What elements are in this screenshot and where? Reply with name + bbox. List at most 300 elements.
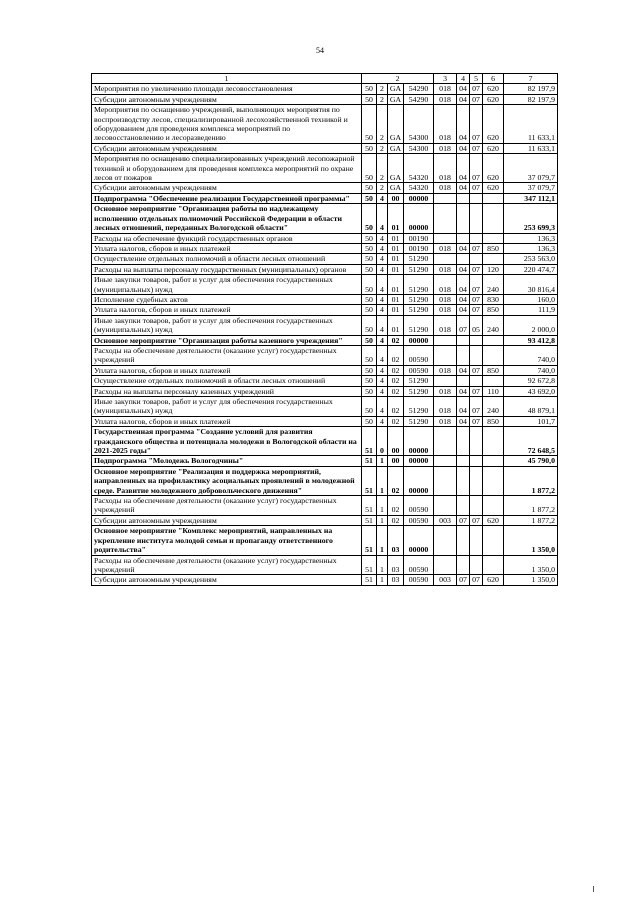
section-code: 07 [457, 315, 470, 335]
program-code: 50 [362, 275, 377, 295]
table-row [92, 427, 558, 456]
table-body [92, 74, 558, 586]
measure-code: 02 [388, 335, 404, 345]
section-code [457, 456, 470, 466]
row-name: Осуществление отдельных полномочий в области лесных отношений [92, 254, 362, 264]
measure-code: 00 [388, 193, 404, 203]
measure-code: 02 [388, 345, 404, 365]
amount: 11 633,1 [504, 143, 558, 153]
table-row [92, 575, 558, 585]
amount: 1 877,2 [504, 515, 558, 525]
table-row [92, 183, 558, 193]
subsection-code [470, 345, 483, 365]
subprogram-code: 4 [377, 294, 388, 304]
row-name: Осуществление отдельных полномочий в области лесных отношений [92, 376, 362, 386]
subsection-code [470, 466, 483, 495]
subsection-code: 07 [470, 84, 483, 94]
table-row [92, 105, 558, 144]
expense-type-code: 620 [483, 183, 504, 193]
measure-code: 01 [388, 254, 404, 264]
table-row [92, 305, 558, 315]
row-name: Государственная программа "Создание условий для развития гражданского общества и потенциала молодежи в Вологодской области на 2021-2025 годы" [92, 427, 362, 456]
section-code [457, 193, 470, 203]
measure-code: 01 [388, 243, 404, 253]
section-code: 04 [457, 305, 470, 315]
expense-type-code [483, 335, 504, 345]
subsection-code: 07 [470, 365, 483, 375]
department-code: 018 [434, 315, 457, 335]
direction-code: 00590 [404, 575, 434, 585]
subprogram-code: 4 [377, 386, 388, 396]
table-row [92, 397, 558, 417]
row-name: Основное мероприятие "Комплекс мероприятий, направленных на укрепление института молодой семьи и пропаганду ответственного родительства" [92, 526, 362, 555]
program-code: 51 [362, 496, 377, 516]
subsection-code [470, 204, 483, 233]
measure-code: GA [388, 84, 404, 94]
department-code: 018 [434, 275, 457, 295]
measure-code: GA [388, 183, 404, 193]
direction-code: 00000 [404, 466, 434, 495]
amount: 220 474,7 [504, 264, 558, 274]
direction-code: 00000 [404, 456, 434, 466]
section-code [457, 345, 470, 365]
department-code [434, 233, 457, 243]
expense-type-code: 120 [483, 264, 504, 274]
table-row [92, 94, 558, 104]
section-code: 04 [457, 84, 470, 94]
budget-table [91, 73, 558, 586]
subsection-code [470, 193, 483, 203]
direction-code: 51290 [404, 386, 434, 396]
subsection-code: 07 [470, 264, 483, 274]
department-code: 018 [434, 183, 457, 193]
direction-code: 51290 [404, 294, 434, 304]
expense-type-code [483, 466, 504, 495]
measure-code: 01 [388, 305, 404, 315]
section-code [457, 427, 470, 456]
direction-code: 00000 [404, 526, 434, 555]
table-row [92, 315, 558, 335]
expense-type-code [483, 204, 504, 233]
row-name: Мероприятия по увеличению площади лесовосстановления [92, 84, 362, 94]
section-code [457, 466, 470, 495]
subprogram-code: 4 [377, 315, 388, 335]
subprogram-code: 4 [377, 345, 388, 365]
program-code: 51 [362, 427, 377, 456]
row-name: Уплата налогов, сборов и иных платежей [92, 365, 362, 375]
expense-type-code: 620 [483, 84, 504, 94]
row-name: Иные закупки товаров, работ и услуг для обеспечения государственных (муниципальных) нужд [92, 397, 362, 417]
header-cell-3: 3 [434, 74, 457, 84]
subsection-code [470, 555, 483, 575]
subprogram-code: 4 [377, 335, 388, 345]
header-cell-5: 5 [470, 74, 483, 84]
expense-type-code [483, 526, 504, 555]
subsection-code: 07 [470, 183, 483, 193]
subprogram-code: 2 [377, 105, 388, 144]
table-row [92, 254, 558, 264]
direction-code: 51290 [404, 397, 434, 417]
department-code: 018 [434, 243, 457, 253]
department-code: 018 [434, 105, 457, 144]
section-code: 04 [457, 275, 470, 295]
program-code: 51 [362, 466, 377, 495]
direction-code: 51290 [404, 254, 434, 264]
subprogram-code: 2 [377, 84, 388, 94]
subprogram-code: 4 [377, 243, 388, 253]
department-code [434, 204, 457, 233]
table-row [92, 555, 558, 575]
amount: 1 877,2 [504, 466, 558, 495]
direction-code: 00190 [404, 233, 434, 243]
expense-type-code [483, 233, 504, 243]
program-code: 50 [362, 233, 377, 243]
subsection-code: 07 [470, 515, 483, 525]
program-code: 51 [362, 575, 377, 585]
program-code: 50 [362, 365, 377, 375]
subprogram-code: 4 [377, 305, 388, 315]
department-code: 018 [434, 386, 457, 396]
program-code: 50 [362, 315, 377, 335]
subprogram-code: 4 [377, 193, 388, 203]
table-row [92, 233, 558, 243]
row-name: Расходы на обеспечение деятельности (оказание услуг) государственных учреждений [92, 496, 362, 516]
header-cell-6: 6 [483, 74, 504, 84]
subsection-code [470, 376, 483, 386]
amount: 82 197,9 [504, 94, 558, 104]
section-code [457, 204, 470, 233]
header-row [92, 74, 558, 84]
measure-code: 02 [388, 496, 404, 516]
department-code [434, 193, 457, 203]
row-name: Мероприятия по оснащению учреждений, выполняющих мероприятия по воспроизводству лесов, специализированной лесохозяйственной техникой и оборудованием для проведения комплекса мероприятий по лесовосстановлению и лесоразведению [92, 105, 362, 144]
row-name: Расходы на обеспечение функций государственных органов [92, 233, 362, 243]
section-code [457, 496, 470, 516]
table-row [92, 154, 558, 183]
expense-type-code: 850 [483, 416, 504, 426]
subprogram-code: 1 [377, 496, 388, 516]
direction-code: 54300 [404, 105, 434, 144]
program-code: 50 [362, 345, 377, 365]
row-name: Исполнение судебных актов [92, 294, 362, 304]
row-name: Субсидии автономным учреждениям [92, 143, 362, 153]
page-number: 54 [316, 46, 324, 55]
section-code [457, 555, 470, 575]
department-code [434, 555, 457, 575]
subprogram-code: 1 [377, 555, 388, 575]
subprogram-code: 0 [377, 427, 388, 456]
amount: 136,3 [504, 243, 558, 253]
expense-type-code [483, 456, 504, 466]
section-code: 04 [457, 264, 470, 274]
table-row [92, 456, 558, 466]
subprogram-code: 1 [377, 526, 388, 555]
department-code: 018 [434, 397, 457, 417]
subsection-code: 07 [470, 143, 483, 153]
measure-code: 03 [388, 575, 404, 585]
row-name: Основное мероприятие "Реализация и поддержка мероприятий, направленных на профилактику асоциальных проявлений в молодежной среде. Развитие молодежного добровольческого движения" [92, 466, 362, 495]
program-code: 51 [362, 456, 377, 466]
table-row [92, 193, 558, 203]
table-row [92, 275, 558, 295]
table-row [92, 345, 558, 365]
header-cell-1: 1 [92, 74, 362, 84]
program-code: 50 [362, 183, 377, 193]
subsection-code: 07 [470, 105, 483, 144]
direction-code: 00000 [404, 335, 434, 345]
subsection-code [470, 526, 483, 555]
amount: 43 692,0 [504, 386, 558, 396]
measure-code: 01 [388, 294, 404, 304]
table-row [92, 204, 558, 233]
row-name: Уплата налогов, сборов и иных платежей [92, 305, 362, 315]
subprogram-code: 2 [377, 154, 388, 183]
measure-code: 01 [388, 233, 404, 243]
amount: 93 412,8 [504, 335, 558, 345]
table-row [92, 386, 558, 396]
amount: 740,0 [504, 345, 558, 365]
amount: 253 563,0 [504, 254, 558, 264]
amount: 740,0 [504, 365, 558, 375]
expense-type-code: 850 [483, 305, 504, 315]
direction-code: 54290 [404, 94, 434, 104]
header-cell-7: 7 [504, 74, 558, 84]
direction-code: 00000 [404, 204, 434, 233]
measure-code: 01 [388, 275, 404, 295]
expense-type-code: 240 [483, 397, 504, 417]
department-code [434, 427, 457, 456]
section-code [457, 376, 470, 386]
row-name: Расходы на обеспечение деятельности (оказание услуг) государственных учреждений [92, 345, 362, 365]
expense-type-code [483, 427, 504, 456]
direction-code: 00590 [404, 515, 434, 525]
row-name: Подпрограмма "Обеспечение реализации Государственной программы" [92, 193, 362, 203]
section-code: 04 [457, 416, 470, 426]
table-row [92, 496, 558, 516]
measure-code: 02 [388, 376, 404, 386]
row-name: Расходы на выплаты персоналу государственных (муниципальных) органов [92, 264, 362, 274]
subprogram-code: 4 [377, 416, 388, 426]
expense-type-code [483, 376, 504, 386]
row-name: Уплата налогов, сборов и иных платежей [92, 243, 362, 253]
subprogram-code: 4 [377, 204, 388, 233]
department-code: 003 [434, 515, 457, 525]
expense-type-code [483, 555, 504, 575]
amount: 253 699,3 [504, 204, 558, 233]
department-code: 018 [434, 294, 457, 304]
section-code: 07 [457, 515, 470, 525]
department-code [434, 466, 457, 495]
program-code: 50 [362, 386, 377, 396]
direction-code: 00590 [404, 345, 434, 365]
department-code: 003 [434, 575, 457, 585]
subsection-code: 07 [470, 386, 483, 396]
department-code [434, 335, 457, 345]
header-cell-4: 4 [457, 74, 470, 84]
direction-code: 54320 [404, 154, 434, 183]
measure-code: GA [388, 154, 404, 183]
program-code: 50 [362, 154, 377, 183]
row-name: Расходы на выплаты персоналу казенных учреждений [92, 386, 362, 396]
amount: 2 000,0 [504, 315, 558, 335]
measure-code: 02 [388, 466, 404, 495]
measure-code: 02 [388, 515, 404, 525]
subprogram-code: 4 [377, 264, 388, 274]
expense-type-code: 620 [483, 143, 504, 153]
measure-code: GA [388, 143, 404, 153]
expense-type-code: 240 [483, 275, 504, 295]
expense-type-code: 620 [483, 154, 504, 183]
subprogram-code: 4 [377, 275, 388, 295]
measure-code: 02 [388, 386, 404, 396]
amount: 1 350,0 [504, 555, 558, 575]
direction-code: 51290 [404, 264, 434, 274]
direction-code: 54320 [404, 183, 434, 193]
expense-type-code: 850 [483, 243, 504, 253]
expense-type-code [483, 254, 504, 264]
program-code: 50 [362, 335, 377, 345]
department-code: 018 [434, 365, 457, 375]
direction-code: 00000 [404, 427, 434, 456]
department-code: 018 [434, 94, 457, 104]
scan-mark [593, 886, 594, 892]
subprogram-code: 2 [377, 183, 388, 193]
expense-type-code [483, 496, 504, 516]
expense-type-code: 620 [483, 94, 504, 104]
measure-code: 02 [388, 416, 404, 426]
measure-code: 02 [388, 397, 404, 417]
subsection-code [470, 427, 483, 456]
direction-code: 00590 [404, 555, 434, 575]
subprogram-code: 4 [377, 365, 388, 375]
amount: 1 877,2 [504, 496, 558, 516]
measure-code: 01 [388, 264, 404, 274]
program-code: 50 [362, 397, 377, 417]
program-code: 50 [362, 193, 377, 203]
subsection-code: 07 [470, 575, 483, 585]
amount: 11 633,1 [504, 105, 558, 144]
subsection-code: 07 [470, 416, 483, 426]
amount: 37 079,7 [504, 183, 558, 193]
subprogram-code: 1 [377, 466, 388, 495]
measure-code: GA [388, 105, 404, 144]
department-code: 018 [434, 264, 457, 274]
table-row [92, 243, 558, 253]
direction-code: 00000 [404, 193, 434, 203]
subprogram-code: 4 [377, 233, 388, 243]
department-code [434, 526, 457, 555]
measure-code: 00 [388, 456, 404, 466]
subsection-code: 05 [470, 315, 483, 335]
amount: 160,0 [504, 294, 558, 304]
subprogram-code: 1 [377, 456, 388, 466]
row-name: Основное мероприятие "Организация работы по надлежащему исполнению отдельных полномочий Российской Федерации в области лесных отношений, переданных Вологодской области" [92, 204, 362, 233]
table-row [92, 84, 558, 94]
subprogram-code: 2 [377, 94, 388, 104]
direction-code: 54290 [404, 84, 434, 94]
section-code: 07 [457, 575, 470, 585]
section-code [457, 233, 470, 243]
direction-code: 54300 [404, 143, 434, 153]
expense-type-code: 620 [483, 575, 504, 585]
subsection-code: 07 [470, 275, 483, 295]
table-row [92, 365, 558, 375]
expense-type-code [483, 345, 504, 365]
row-name: Расходы на обеспечение деятельности (оказание услуг) государственных учреждений [92, 555, 362, 575]
table-row [92, 526, 558, 555]
table-row [92, 466, 558, 495]
section-code [457, 526, 470, 555]
amount: 37 079,7 [504, 154, 558, 183]
amount: 48 879,1 [504, 397, 558, 417]
program-code: 50 [362, 94, 377, 104]
table-row [92, 335, 558, 345]
subsection-code [470, 233, 483, 243]
amount: 1 350,0 [504, 526, 558, 555]
program-code: 50 [362, 264, 377, 274]
measure-code: 03 [388, 526, 404, 555]
program-code: 51 [362, 515, 377, 525]
program-code: 50 [362, 376, 377, 386]
measure-code: 03 [388, 555, 404, 575]
program-code: 50 [362, 294, 377, 304]
program-code: 50 [362, 254, 377, 264]
section-code: 04 [457, 105, 470, 144]
expense-type-code [483, 193, 504, 203]
table-row [92, 376, 558, 386]
section-code: 04 [457, 386, 470, 396]
program-code: 50 [362, 84, 377, 94]
expense-type-code: 620 [483, 515, 504, 525]
direction-code: 51290 [404, 275, 434, 295]
department-code: 018 [434, 154, 457, 183]
department-code [434, 376, 457, 386]
measure-code: 00 [388, 427, 404, 456]
subprogram-code: 4 [377, 376, 388, 386]
subprogram-code: 4 [377, 254, 388, 264]
expense-type-code: 620 [483, 105, 504, 144]
program-code: 51 [362, 526, 377, 555]
section-code [457, 335, 470, 345]
amount: 111,9 [504, 305, 558, 315]
direction-code: 51290 [404, 315, 434, 335]
direction-code: 51290 [404, 305, 434, 315]
row-name: Иные закупки товаров, работ и услуг для обеспечения государственных (муниципальных) нужд [92, 315, 362, 335]
row-name: Основное мероприятие "Организация работы казенного учреждения" [92, 335, 362, 345]
subprogram-code: 2 [377, 143, 388, 153]
section-code: 04 [457, 397, 470, 417]
direction-code: 00190 [404, 243, 434, 253]
subsection-code: 07 [470, 94, 483, 104]
program-code: 50 [362, 204, 377, 233]
amount: 136,3 [504, 233, 558, 243]
section-code: 04 [457, 154, 470, 183]
department-code: 018 [434, 143, 457, 153]
measure-code: 02 [388, 365, 404, 375]
section-code: 04 [457, 294, 470, 304]
section-code [457, 254, 470, 264]
section-code: 04 [457, 243, 470, 253]
section-code: 04 [457, 94, 470, 104]
amount: 1 350,0 [504, 575, 558, 585]
subprogram-code: 1 [377, 575, 388, 585]
row-name: Подпрограмма "Молодежь Вологодчины" [92, 456, 362, 466]
section-code: 04 [457, 183, 470, 193]
header-cell-2: 2 [362, 74, 434, 84]
subsection-code [470, 496, 483, 516]
direction-code: 00590 [404, 365, 434, 375]
department-code [434, 254, 457, 264]
